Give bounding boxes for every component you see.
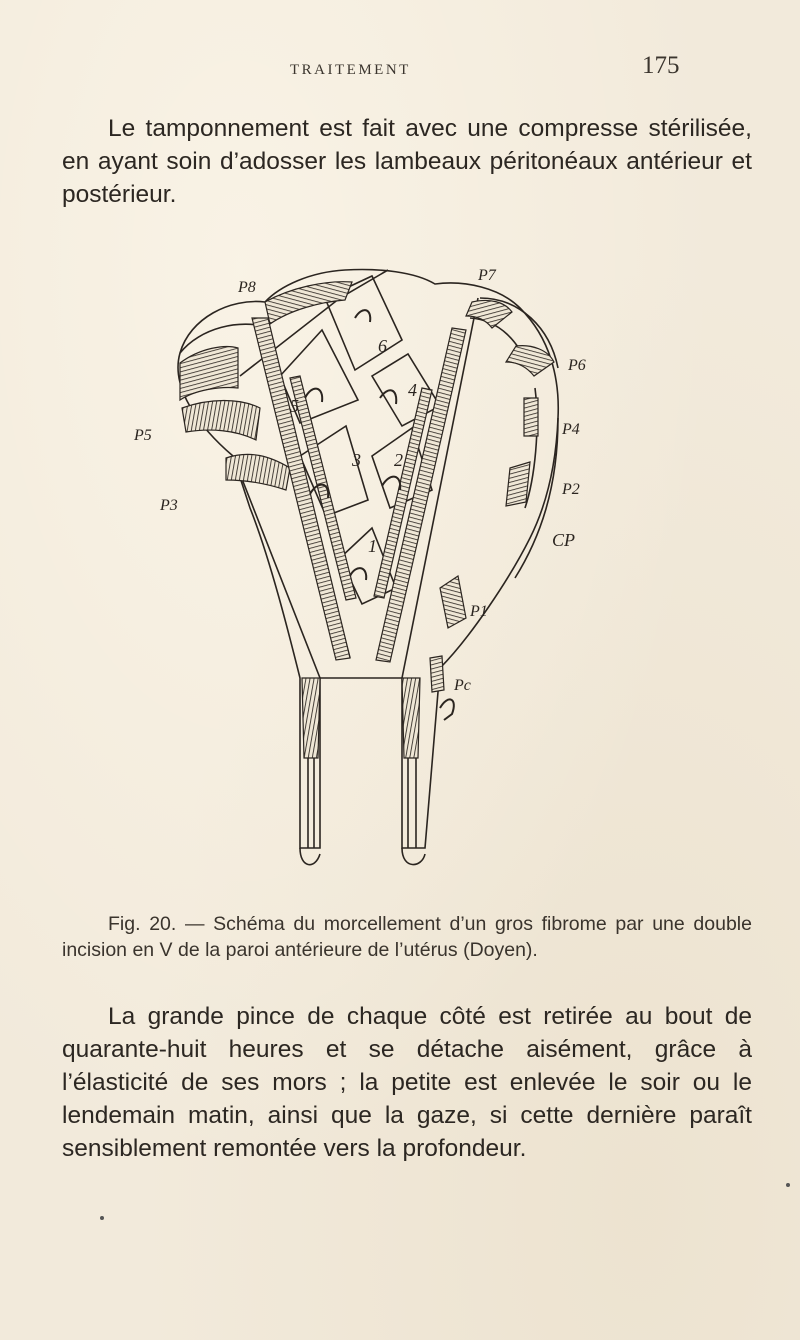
cervix-foot-right [402, 848, 425, 865]
clamp-left-long [252, 318, 350, 660]
clamp-p8 [265, 282, 352, 324]
margin-dot [100, 1216, 104, 1220]
label-p7: P7 [478, 267, 496, 284]
label-4: 4 [408, 380, 417, 400]
label-p6: P6 [568, 357, 586, 374]
label-pc: Pc [454, 677, 471, 694]
clamp-p5 [180, 347, 238, 400]
cervix-foot-left [300, 848, 320, 865]
label-p2: P2 [562, 481, 580, 498]
label-p4: P4 [562, 421, 580, 438]
clamp-pc [430, 656, 444, 692]
label-cp: CP [552, 530, 576, 550]
label-p5: P5 [134, 427, 152, 444]
uterus-fibroma-diagram [134, 258, 620, 884]
hook-5 [305, 389, 322, 402]
running-head: TRAITEMENT [290, 62, 411, 78]
clamp-p5-lower [182, 401, 260, 441]
clamp-p3 [226, 454, 290, 490]
label-1: 1 [368, 536, 377, 556]
figure-caption-label: Fig. 20. [108, 912, 177, 935]
label-6: 6 [378, 336, 387, 356]
label-p8: P8 [238, 279, 256, 296]
clamps [180, 282, 554, 758]
figure-caption-text: — Schéma du morcellement d’un gros fibrome par une double incision en V de la paroi antérieure de l’utérus (Doyen). [62, 912, 752, 961]
v-main-right [402, 298, 478, 678]
paragraph-1: Le tamponnement est fait avec une compresse stérilisée, en ayant soin d’adosser les lambeaux péritonéaux antérieur et postérieur. [62, 115, 752, 208]
diagram-svg [134, 258, 620, 884]
hook-1 [350, 568, 366, 580]
label-3: 3 [352, 450, 361, 470]
hook-6 [355, 310, 370, 322]
hook-2 [382, 477, 400, 490]
label-p3: P3 [160, 497, 178, 514]
label-2: 2 [394, 450, 403, 470]
figure-caption [62, 911, 752, 963]
clamp-cervix-left [302, 678, 320, 758]
paragraph-2: La grande pince de chaque côté est retirée au bout de quarante-huit heures et se détache aisément, grâce à l’élasticité de ses mors ; la petite est enlevée le soir ou le lendemain matin, ainsi que la gaze, si cette dernière paraît sensiblement remontée vers la profondeur. [62, 1003, 752, 1162]
margin-dot [786, 1183, 790, 1187]
hook-pc [440, 699, 454, 720]
clamp-p6 [506, 346, 554, 376]
label-5: 5 [290, 396, 299, 416]
clamp-p2 [506, 462, 530, 506]
clamp-p4 [524, 398, 538, 436]
clamp-p1 [440, 576, 466, 628]
page-number: 175 [642, 52, 680, 79]
label-p1: P1 [470, 603, 488, 620]
clamp-cervix-right [402, 678, 420, 758]
